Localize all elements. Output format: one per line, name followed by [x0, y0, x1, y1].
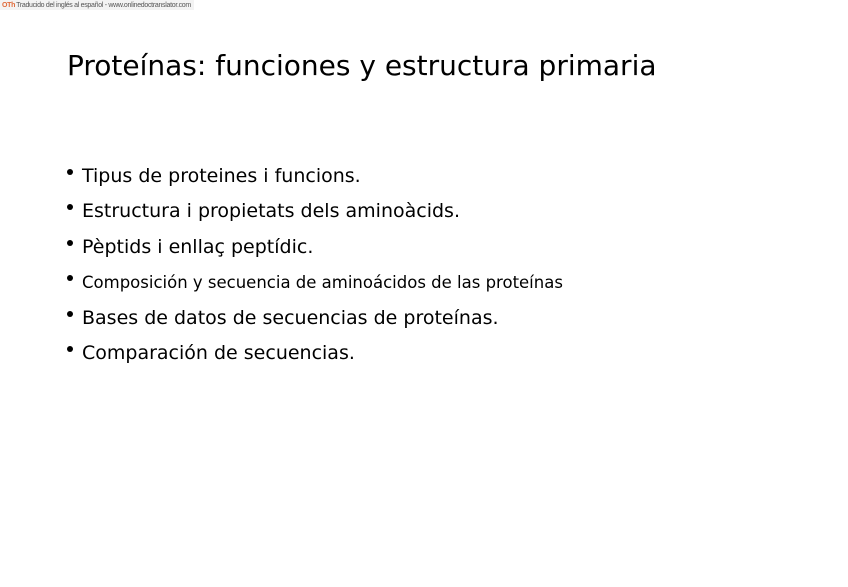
translator-logo-icon: OTh: [2, 1, 16, 9]
bullet-dot-icon: [67, 169, 73, 175]
bullet-text: Comparación de secuencias.: [82, 342, 355, 365]
bullet-dot-icon: [67, 311, 73, 317]
bullet-item: [67, 229, 563, 265]
bullet-dot-icon: [67, 204, 73, 210]
bullet-dot-icon: [67, 275, 73, 281]
bullet-text: Composición y secuencia de aminoácidos de las proteínas: [82, 272, 563, 292]
bullet-text: Bases de datos de secuencias de proteínas.: [82, 306, 499, 329]
slide-title: Proteínas: funciones y estructura primaria: [67, 49, 657, 82]
bullet-dot-icon: [67, 346, 73, 352]
bullet-text: Pèptids i enllaç peptídic.: [82, 235, 314, 258]
watermark-text: Traducido del inglés al español - www.onlinedoctranslator.com: [16, 1, 191, 9]
bullet-text: Estructura i propietats dels aminoàcids.: [82, 200, 460, 223]
bullet-dot-icon: [67, 240, 73, 246]
bullet-item: [67, 300, 563, 336]
bullet-item: [67, 194, 563, 230]
bullet-text: Tipus de proteines i funcions.: [82, 164, 361, 187]
bullet-item: [67, 265, 563, 301]
bullet-item: [67, 158, 563, 194]
translator-watermark[interactable]: [0, 0, 194, 10]
bullet-item: [67, 336, 563, 372]
bullet-list: [67, 158, 563, 371]
